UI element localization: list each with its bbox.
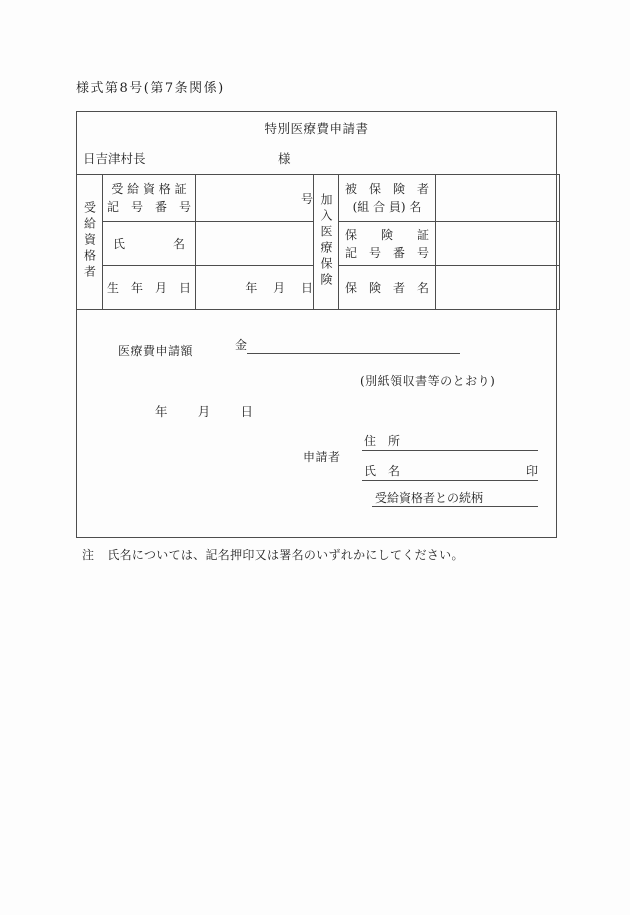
recipient-name-label: 氏 名 [112,236,185,251]
applicant-label: 申請者 [303,450,341,464]
cert-number-label-line1: 受 給 資 格 証 [111,182,187,196]
attachment-note: (別紙領収書等のとおり) [360,374,496,388]
recipient-group-header [77,175,103,310]
footer-note-text: 氏名については、記名押印又は署名のいずれかにしてください。 [107,548,464,562]
name-label: 氏 名 [364,464,401,478]
applicant-name-field [362,462,538,481]
relationship-label: 受給資格者との続柄 [375,491,484,505]
cert-number-unit: 号 [300,191,313,206]
date-day-label: 日 [240,404,253,419]
cert-number-field [196,175,314,222]
birthdate-placeholder: 年 月 日 [245,281,313,295]
addressee-name: 日吉津村長 [83,151,146,166]
card-number-field [436,222,560,266]
recipient-name-label-cell [103,222,196,266]
insured-name-label-cell [339,175,436,222]
applicant-address-field [362,432,538,451]
recipient-name-field [196,222,314,266]
form-number-label: 様式第8号(第7条関係) [76,81,225,96]
relationship-field [372,490,538,507]
address-label: 住 所 [364,434,401,448]
insurance-group-header [314,175,339,310]
birthdate-label: 生 年 月 日 [106,280,191,295]
footer-note-prefix: 注 [82,548,95,562]
application-date [155,402,253,420]
cert-number-label-cell [103,175,196,222]
insured-name-label-line2: (組 合 員) 名 [352,200,422,214]
date-month-label: 月 [197,404,211,419]
birthdate-field [196,266,314,310]
amount-underline [247,336,460,354]
insurance-group-label: 加入医療保険 [319,192,333,289]
card-number-label-line2: 記 号 番 号 [344,245,429,260]
card-number-label-cell [339,222,436,266]
insurer-name-label: 保 険 者 名 [344,280,429,295]
recipient-group-label: 受給資格者 [82,200,97,281]
date-year-label: 年 [155,404,168,419]
amount-label: 医療費申請額 [118,344,194,358]
form-title: 特別医療費申請書 [264,121,369,136]
insured-name-field [436,175,560,222]
addressee-honorific: 様 [278,151,291,166]
insured-name-label-line1: 被 保 険 者 [344,182,429,196]
application-form-frame [76,111,557,538]
amount-field [235,336,460,354]
cert-number-label-line2: 記 号 番 号 [106,200,191,214]
recipient-insurance-table [76,174,560,310]
card-number-label-line1: 保 険 証 [344,227,429,242]
birthdate-label-cell [103,266,196,310]
amount-prefix: 金 [235,338,248,352]
footer-note [82,546,464,563]
insurer-name-field [436,266,560,310]
insurer-name-label-cell [339,266,436,310]
seal-label: 印 [525,464,538,478]
